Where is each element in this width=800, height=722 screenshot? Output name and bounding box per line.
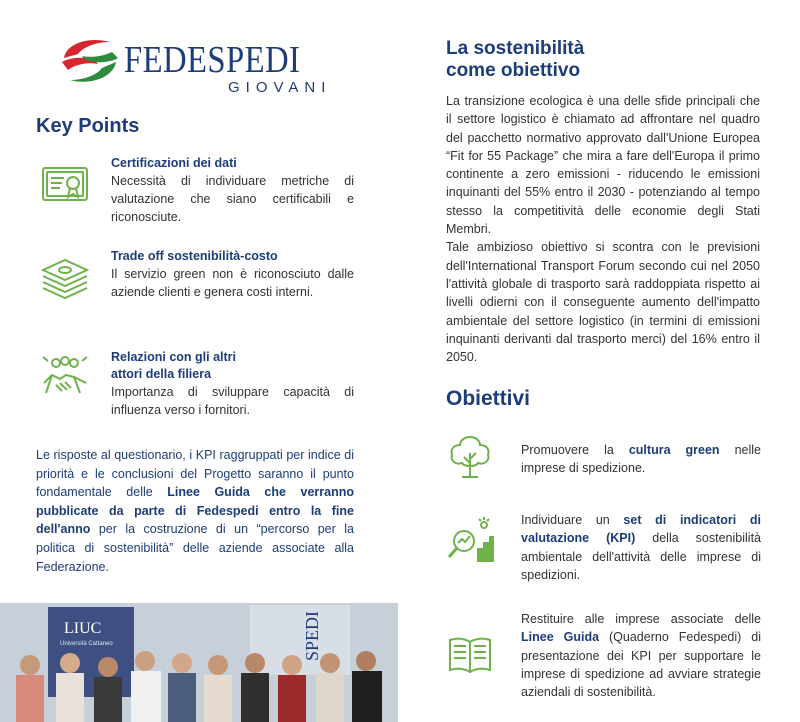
banner-text: LIUC [64, 620, 102, 637]
certificate-icon [40, 159, 90, 209]
objective-text [521, 511, 761, 584]
key-point-body: Necessità di individuare metriche di valutazione che siano certificabili e riconosciute. [111, 174, 354, 224]
key-point-heading: Trade off sostenibilità-costo [111, 249, 278, 263]
objective-highlight: cultura green [628, 443, 720, 457]
key-point-heading: Relazioni con gli altri attori della filiera [111, 350, 237, 381]
sustainability-title-line1: La sostenibilità [446, 38, 585, 59]
right-column [400, 0, 800, 722]
key-point-body: Importanza di sviluppare capacità di influenza verso i fornitori. [111, 385, 354, 417]
objective-text-pre: Promuovere la [521, 443, 629, 457]
objective-highlight: set di indicatori di valutazione (KPI) [521, 513, 761, 546]
objective-text-pre: Individuare un [521, 513, 624, 527]
logo-name: FEDESPEDI [124, 39, 301, 81]
objective-text [521, 610, 761, 701]
group-photo-illustration [0, 603, 398, 722]
closing-text-1: Le risposte al questionario, i KPI raggruppati per indice di priorità e le conclusioni del Progetto saranno il punto fondamentale delle [36, 448, 354, 500]
banner-subtext: Università Cattaneo [60, 641, 113, 647]
objective-text-post: della sostenibilità ambientale dell'attività delle imprese di spedizioni. [521, 531, 761, 582]
closing-paragraph [36, 446, 354, 576]
group-photo [0, 603, 398, 722]
wall-text: SPEDI [302, 610, 322, 661]
objective-text-pre: Restituire alle imprese associate delle [521, 612, 761, 626]
closing-text-2: per la costruzione di un “percorso per la politica di sostenibilità” delle aziende associate alla Federazione. [36, 522, 354, 574]
key-point-body: Il servizio green non è riconosciuto dalle aziende clienti e genera costi interni. [111, 267, 354, 299]
key-points-title: Key Points [36, 115, 140, 137]
sustainability-title-line2: come obiettivo [446, 60, 581, 81]
sustainability-paragraph-2: Tale ambizioso obiettivo si scontra con le previsioni dell'International Transport Forum secondo cui nel 2050 l'attività globale di trasporto sarà raddoppiata rispetto ai livelli odierni con il conseguente aumento dell'impatto ambientale del settore logistico (in termini di emissioni inquinanti derivanti dal trasporto merci) del 16% entro il 2050. [446, 240, 760, 365]
closing-bold: Linee Guida che verranno pubblicate da parte di Fedespedi entro la fine dell'anno [36, 485, 355, 537]
objective-highlight: Linee Guida [521, 630, 600, 645]
handshake-icon [40, 353, 90, 403]
sustainability-title [446, 38, 584, 82]
analytics-icon [446, 517, 494, 565]
logo-mark-icon [58, 36, 120, 86]
tree-icon [446, 433, 494, 481]
objective-text-post: (Quaderno Fedespedi) di presentazione dei KPI per supportare le imprese di spedizione ad avviare strategie aziendali di sostenibilità. [521, 630, 761, 700]
fedespedi-logo [58, 36, 338, 100]
money-stack-icon [40, 252, 90, 302]
objectives-title: Obiettivi [446, 387, 531, 410]
logo-sub: GIOVANI [228, 79, 332, 96]
key-point-heading: Certificazioni dei dati [111, 156, 237, 170]
objective-text-post: nelle imprese di spedizione. [521, 443, 761, 476]
sustainability-body [446, 92, 760, 366]
sustainability-paragraph-1: La transizione ecologica è una delle sfide principali che il settore logistico è chiamato ad affrontare nel quadro del pacchetto normativo approvato dall'Unione Europea “Fit for 55 Package” che mira a fare dell'Europa il primo continente a zero emissioni - riducendo le emissioni inquinanti del 55% entro il 2030 - potenziando al tempo stesso la competitività delle economie degli Stati Membri. [446, 94, 760, 237]
objective-text [521, 441, 761, 478]
open-book-icon [446, 630, 494, 678]
